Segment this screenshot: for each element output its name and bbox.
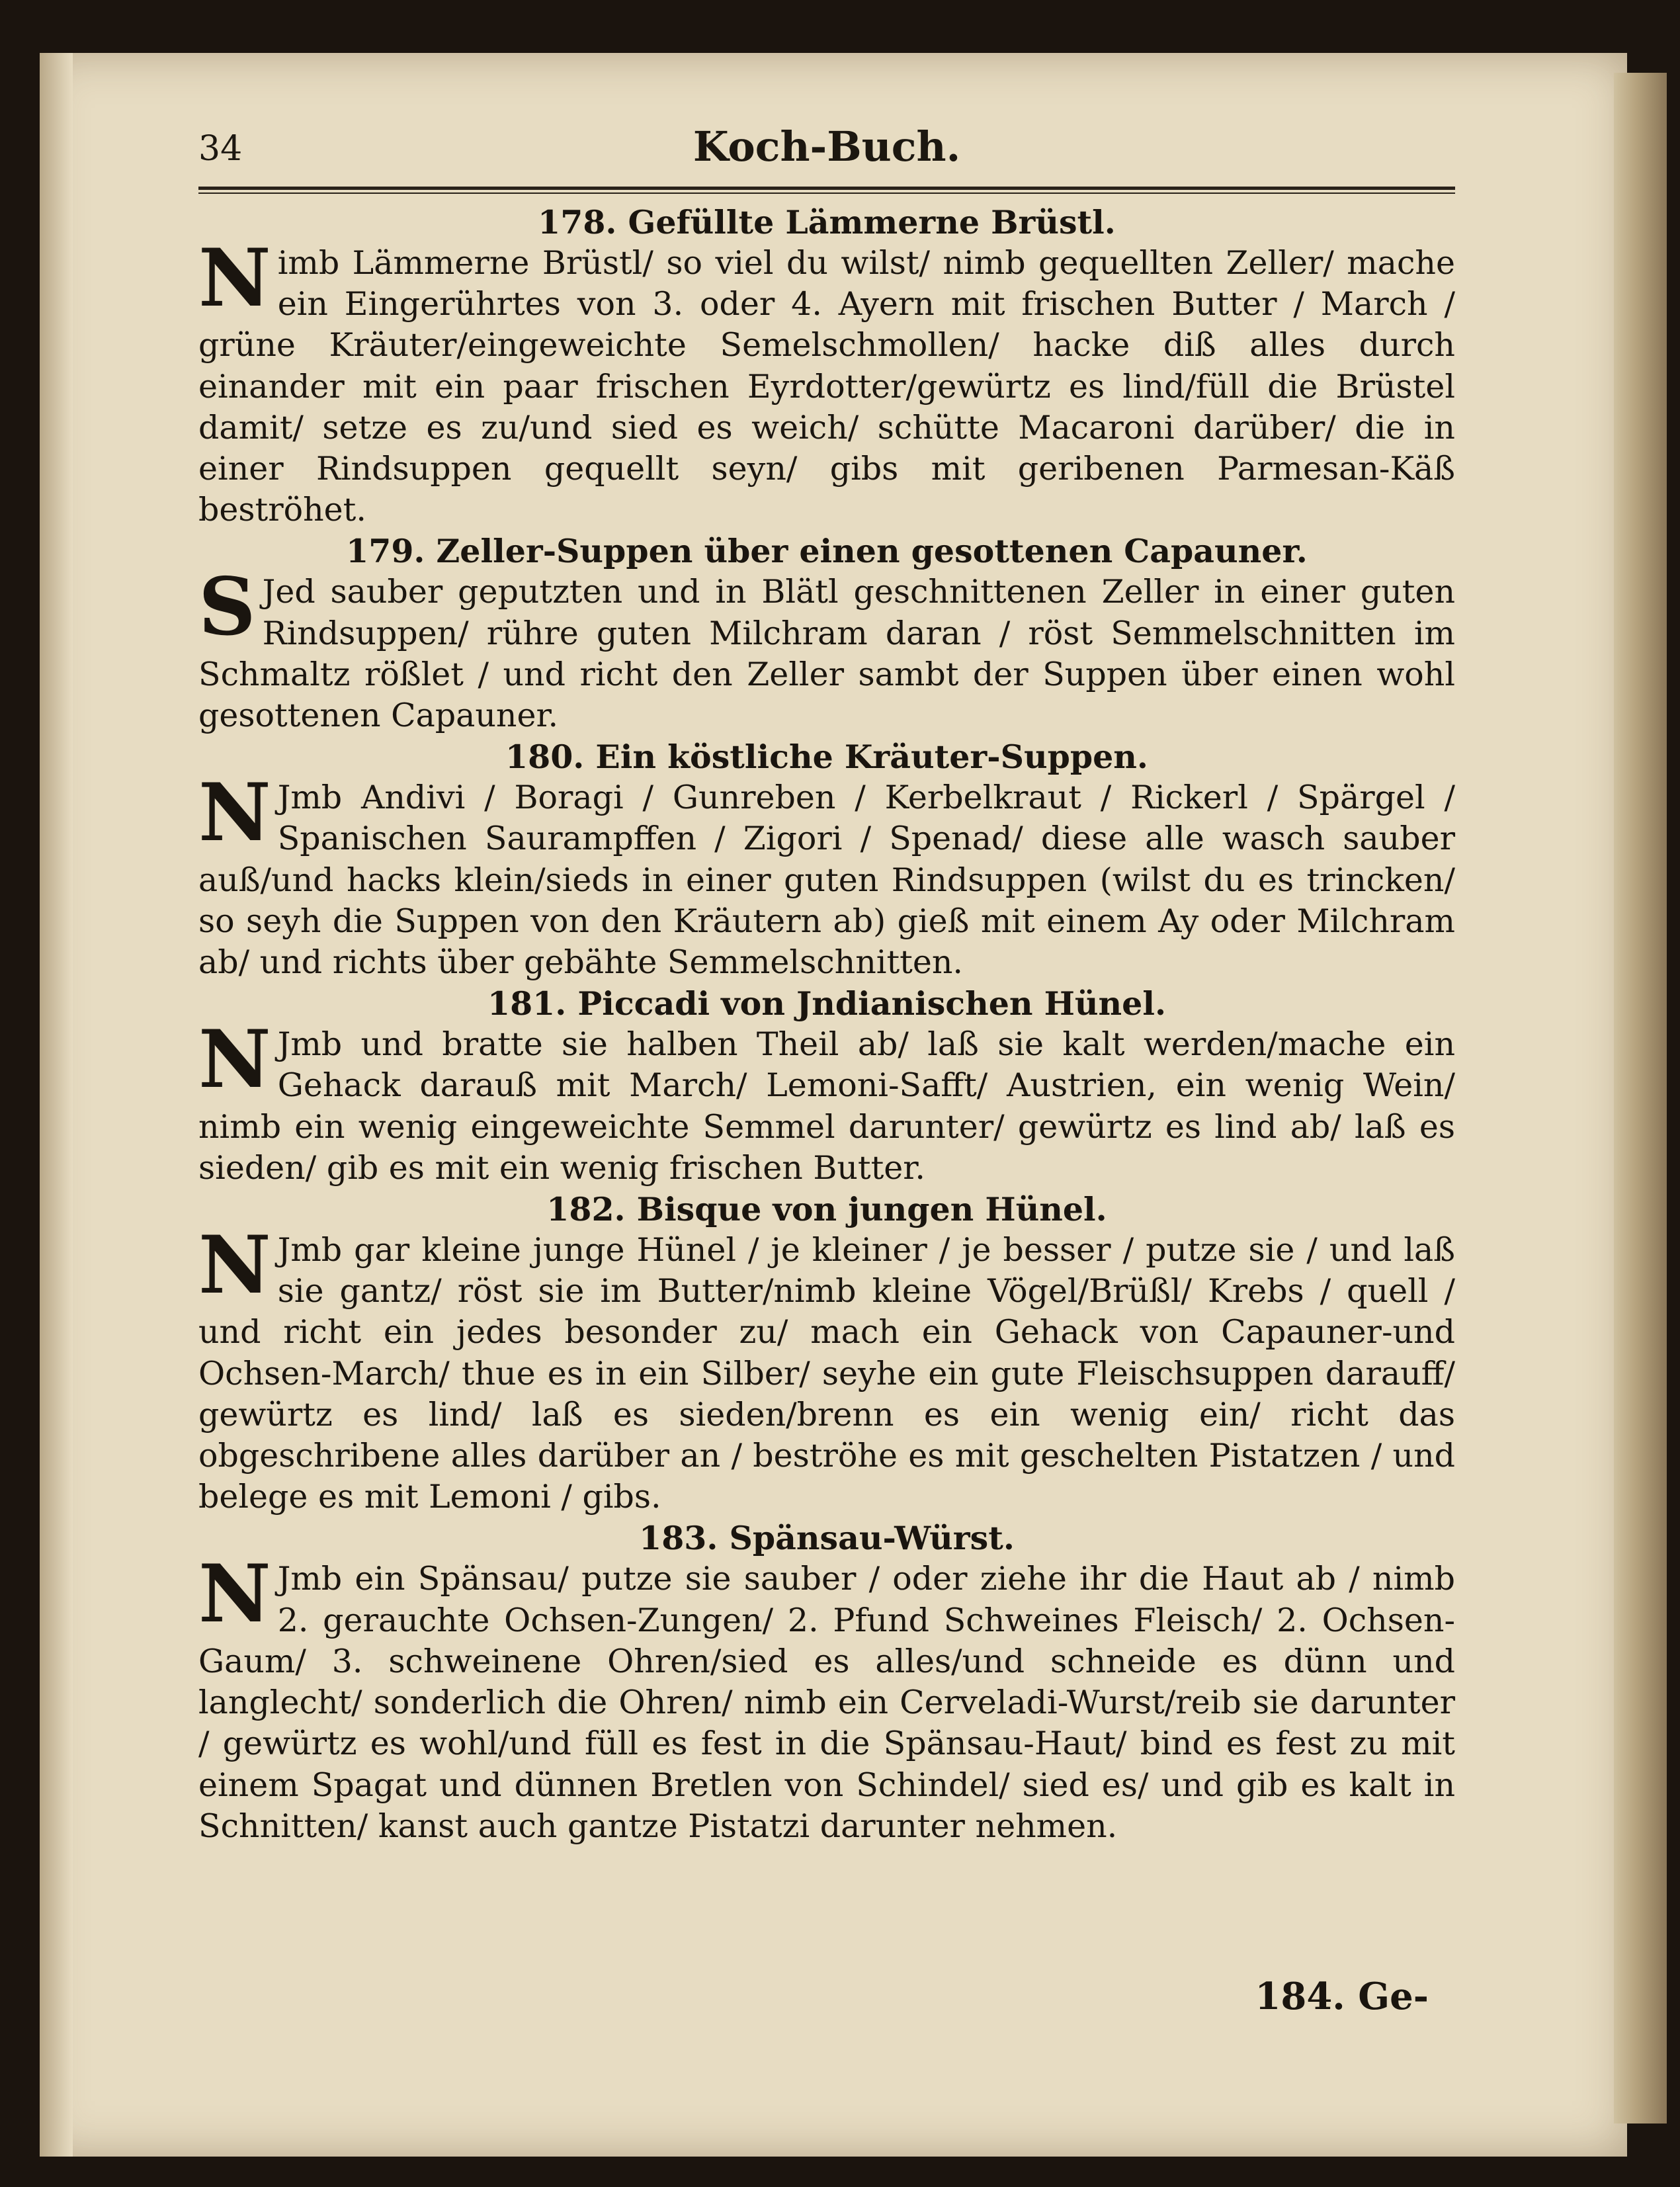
page-header [198,122,1455,175]
recipe-title: 180. Ein köstliche Kräuter-Suppen. [505,738,1148,777]
page-number: 34 [198,129,243,169]
recipe-title: 179. Zeller-Suppen über einen gesottenen Capauner. [346,532,1308,571]
recipe-title: 183. Spänsau-Würst. [639,1519,1015,1558]
recipe-list [198,202,1455,1847]
recipe-title: 182. Bisque von jungen Hünel. [546,1190,1107,1229]
recipe-title: 181. Piccadi von Jndianischen Hünel. [487,984,1167,1023]
book-edge [1614,73,1667,2123]
recipe-text: NJmb Andivi / Boragi / Gunreben / Kerbelkraut / Rickerl / Spärgel / Spanischen Saurampffen / Zigori / Spenad/ diese alle wasch sauber auß/und hacks klein/sieds in einer guten Rindsuppen (wilst du es trincken/ so seyh die Suppen von den Kräutern ab) gieß mit einem Ay oder Milchram ab/ und richts über gebähte Semmelschnitten. [198,766,1455,982]
recipe-183 [198,1518,1455,1846]
running-title: Koch-Buch. [693,122,961,171]
recipe-text: NJmb und bratte sie halben Theil ab/ laß sie kalt werden/mache ein Gehack darauß mit March/ Lemoni-Safft/ Austrien, ein wenig Wein/ nimb ein wenig eingeweichte Semmel darunter/ gewürtz es lind ab/ laß es sieden/ gib es mit ein wenig frischen Butter. [198,1013,1455,1187]
catchword: 184. Ge- [1255,1975,1429,2018]
recipe-178 [198,202,1455,531]
recipe-text: NJmb ein Spänsau/ putze sie sauber / oder ziehe ihr die Haut ab / nimb 2. gerauchte Ochsen-Zungen/ 2. Pfund Schweines Fleisch/ 2. Ochsen-Gaum/ 3. schweinene Ohren/sied es alles/und schneide es dünn und langlecht/ sonderlich die Ohren/ nimb ein Cerveladi-Wurst/reib sie darunter / gewürtz es wohl/und füll es fest in die Spänsau-Haut/ bind es fest zu mit einem Spagat und dünnen Bretlen von Schindel/ sied es/ und gib es kalt in Schnitten/ kanst auch gantze Pistatzi darunter nehmen. [198,1547,1455,1845]
page-gutter [40,53,73,2157]
recipe-text: Nimb Lämmerne Brüstl/ so viel du wilst/ nimb gequellten Zeller/ mache ein Eingerührtes von 3. oder 4. Ayern mit frischen Butter / March / grüne Kräuter/eingeweichte Semelschmollen/ hacke diß alles durch einander mit ein paar frischen Eyrdotter/gewürtz es lind/füll die Brüstel damit/ setze es zu/und sied es weich/ schütte Macaroni darüber/ die in einer Rindsuppen gequellt seyn/ gibs mit geribenen Parmesan-Käß beströhet. [198,232,1455,529]
header-rule [198,187,1455,194]
recipe-179 [198,531,1455,736]
recipe-title: 178. Gefüllte Lämmerne Brüstl. [538,203,1116,241]
recipe-182 [198,1189,1455,1518]
recipe-text: NJmb gar kleine junge Hünel / je kleiner / je besser / putze sie / und laß sie gantz/ röst sie im Butter/nimb kleine Vögel/Brüßl/ Krebs / quell / und richt ein jedes besonder zu/ mach ein Gehack von Capauner-und Ochsen-March/ thue es in ein Silber/ seyhe ein gute Fleischsuppen darauff/ gewürtz es lind/ laß es sieden/brenn es ein wenig ein/ richt das obgeschribene alles darüber an / beströhe es mit geschelten Pistatzen / und belege es mit Lemoni / gibs. [198,1219,1455,1516]
recipe-180 [198,736,1455,983]
recipe-181 [198,983,1455,1189]
recipe-text: SJed sauber geputzten und in Blätl geschnittenen Zeller in einer guten Rindsuppen/ rühre guten Milchram daran / röst Semmelschnitten im Schmaltz rößlet / und richt den Zeller sambt der Suppen über einen wohl gesottenen Capauner. [198,560,1455,735]
